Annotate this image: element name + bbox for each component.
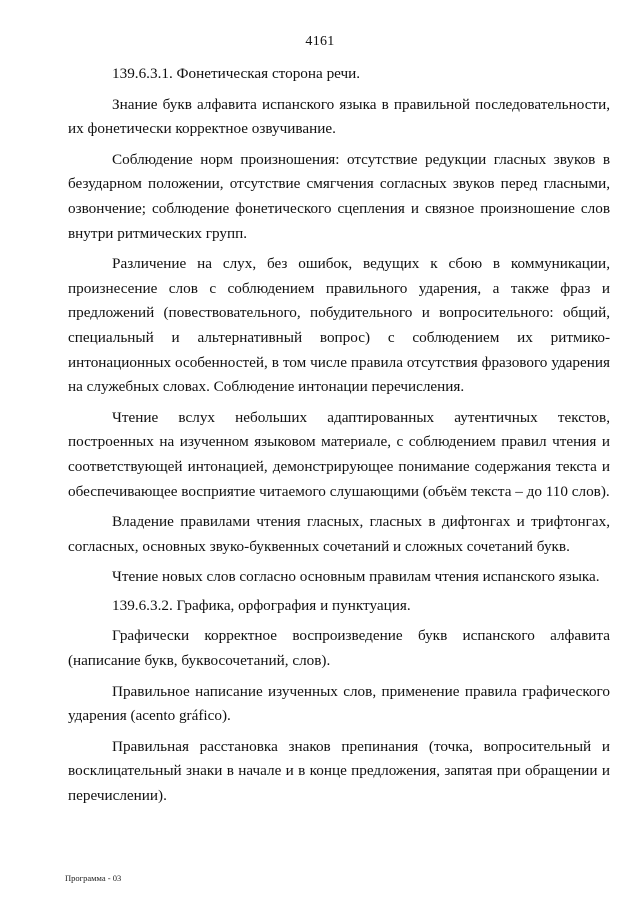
- page-number: 4161: [305, 34, 335, 49]
- paragraph-reading-rules: Владение правилами чтения гласных, гласных в дифтонгах и трифтонгах, согласных, основных звуко-буквенных сочетаний и сложных сочетаний букв.: [68, 513, 610, 555]
- paragraph-new-words: Чтение новых слов согласно основным правилам чтения испанского языка.: [112, 568, 600, 586]
- paragraph-reading-aloud: Чтение вслух небольших адаптированных аутентичных текстов, построенных на изученном языковом материале, с соблюдением правил чтения и соответствующей интонацией, демонстрирующее понимание содержания текста и обеспечивающее восприятие читаемого слушающими (объём текста – до 110 слов).: [68, 408, 610, 500]
- paragraph-letter-reproduction: Графически корректное воспроизведение букв испанского алфавита (написание букв, буквосочетаний, слов).: [68, 627, 610, 670]
- paragraph-punctuation: Правильная расстановка знаков препинания (точка, вопросительный и восклицательный знаки в начале и в конце предложения, запятая при обращении и перечислении).: [68, 737, 610, 805]
- paragraph-alphabet-knowledge: Знание букв алфавита испанского языка в правильной последовательности, их фонетически корректное озвучивание.: [68, 95, 610, 138]
- section-heading-graphics: 139.6.3.2. Графика, орфография и пунктуация.: [112, 596, 411, 614]
- footer-program-label: Программа - 03: [65, 873, 122, 883]
- section-heading-phonetics: 139.6.3.1. Фонетическая сторона речи.: [112, 65, 361, 82]
- paragraph-pronunciation-norms: Соблюдение норм произношения: отсутствие редукции гласных звуков в безударном положении, отсутствие смягчения согласных звуков перед гласными, озвончение; соблюдение фонетического сцепления и связное произношение слов внутри ритмических групп.: [68, 150, 610, 242]
- paragraph-listening-discrimination: Различение на слух, без ошибок, ведущих к сбою в коммуникации, произнесение слов с соблюдением правильного ударения, а также фраз и предложений (повествовательного, побудительного и вопросительного: общий, специальный и альтернативный вопрос) с соблюдением их ритмико-интонационных особенностей, в том числе правила отсутствия фразового ударения на служебных словах. Соблюдение интонации перечисления.: [68, 255, 610, 396]
- paragraph-spelling: Правильное написание изученных слов, применение правила графического ударения (acento gráfico).: [68, 682, 610, 725]
- document-body: [68, 62, 610, 815]
